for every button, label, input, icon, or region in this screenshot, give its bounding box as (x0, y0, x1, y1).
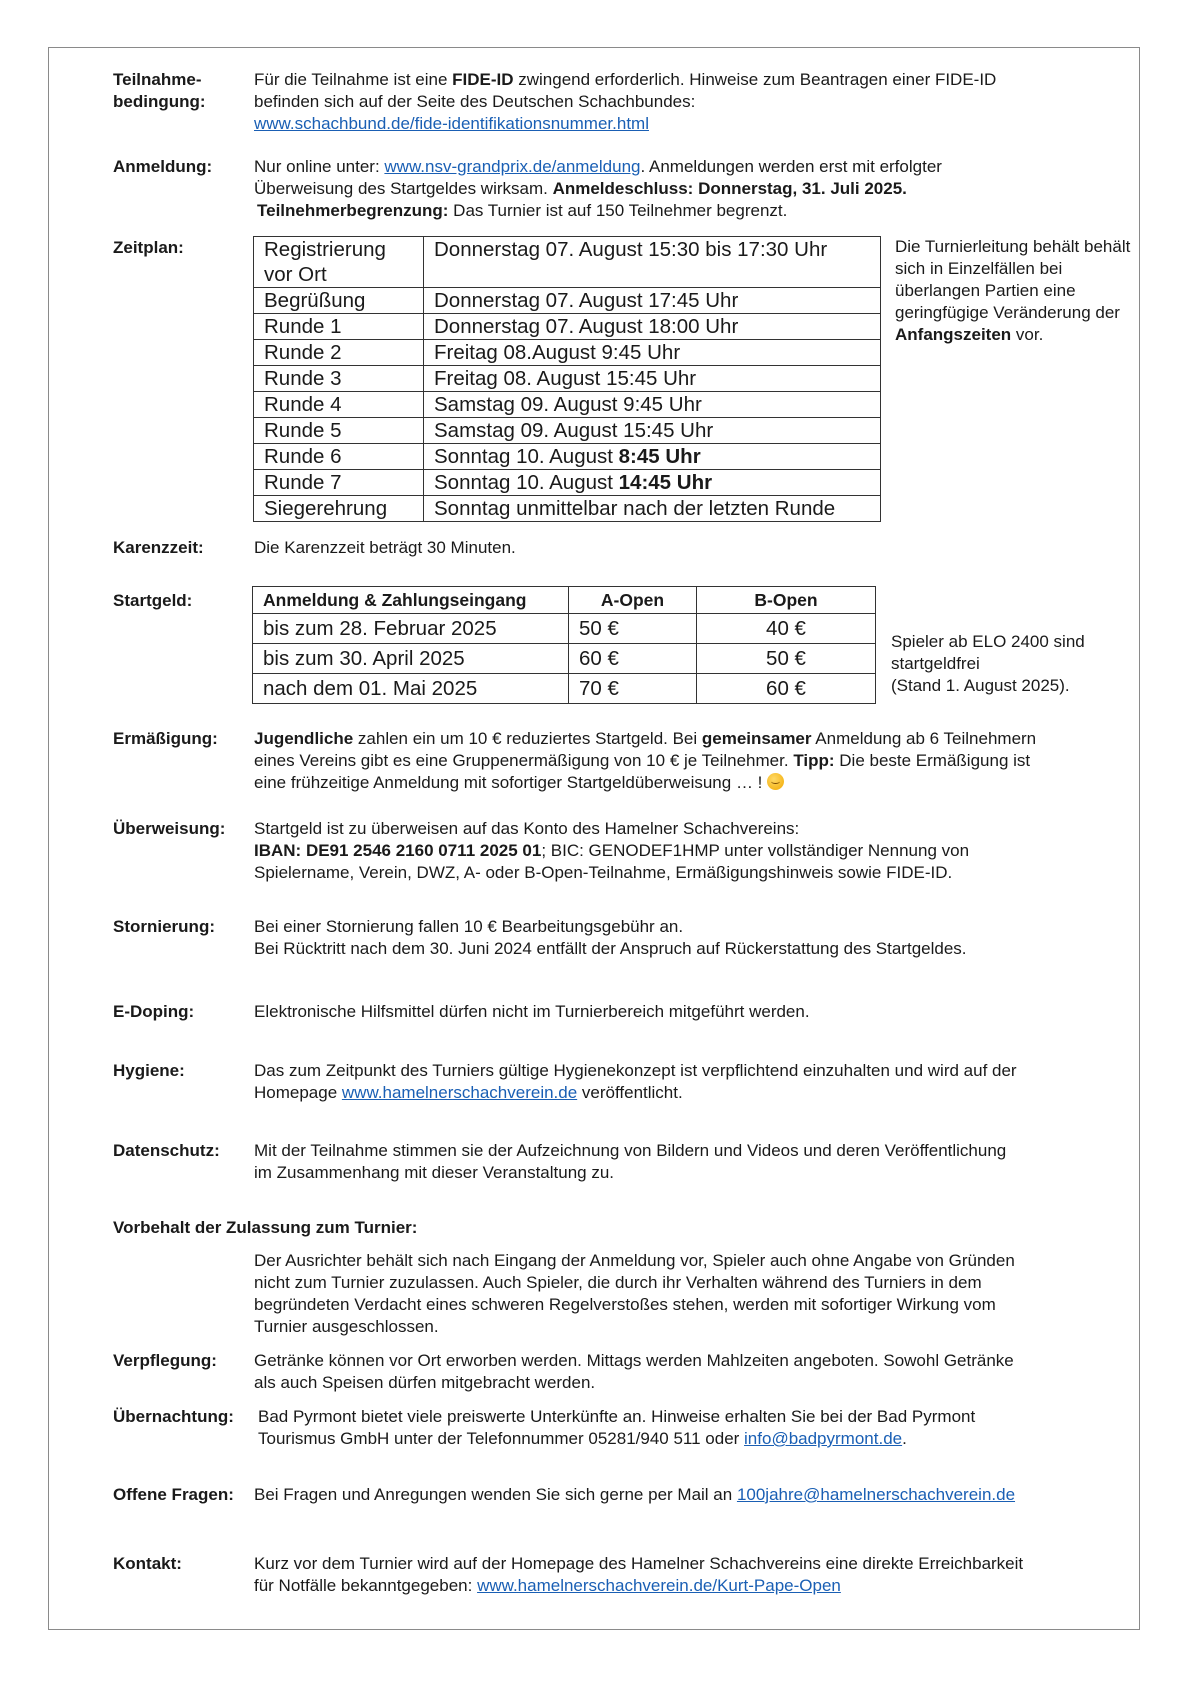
schedule-time-text: Sonntag 10. August (434, 471, 619, 494)
text: nicht zum Turnier zuzulassen. Auch Spieler, die durch ihr Verhalten während des Turniers in dem (254, 1273, 982, 1292)
schedule-time (424, 470, 881, 496)
schedule-event: Runde 6 (254, 444, 424, 470)
text: Der Ausrichter behält sich nach Eingang der Anmeldung vor, Spieler auch ohne Angabe von Gründen (254, 1251, 1015, 1270)
text: . (902, 1429, 907, 1448)
text: Kurz vor dem Turnier wird auf der Homepage des Hamelner Schachvereins eine direkte Erreichbarkeit (254, 1554, 1024, 1573)
karenzzeit-text: Die Karenzzeit beträgt 30 Minuten. (254, 538, 516, 557)
schedule-event: Runde 5 (254, 418, 424, 444)
schedule-event: Runde 7 (254, 470, 424, 496)
label-uebernachtung: Übernachtung: (113, 1407, 234, 1426)
teilnehmerbegrenzung-bold: Teilnehmerbegrenzung: (257, 201, 449, 220)
fee-a-open: 60 € (569, 644, 697, 674)
label-offene-fragen: Offene Fragen: (113, 1485, 234, 1504)
text: Die Turnierleitung behält behält sich in Einzelfällen bei überlangen Partien eine geringfügige Veränderung der (895, 237, 1131, 322)
schedule-row (254, 418, 881, 444)
label-verpflegung: Verpflegung: (113, 1351, 217, 1370)
anmeldung-text (254, 156, 1134, 222)
text: Bei Rücktritt nach dem 30. Juni 2024 entfällt der Anspruch auf Rückerstattung des Startgeldes. (254, 939, 967, 958)
label-ueberweisung: Überweisung: (113, 819, 226, 838)
jugendliche-bold: Jugendliche (254, 729, 354, 748)
schedule-time (424, 366, 881, 392)
schedule-time-bold: 14:45 Uhr (618, 471, 713, 494)
text: Das zum Zeitpunkt des Turniers gültige Hygienekonzept ist verpflichtend einzuhalten und wird auf der (254, 1061, 1017, 1080)
fee-b-open: 60 € (697, 674, 876, 704)
label-edoping: E-Doping: (113, 1002, 195, 1021)
text: Die beste Ermäßigung ist (834, 751, 1031, 770)
fee-row (253, 674, 876, 704)
schedule-time-text: Samstag 09. August 9:45 Uhr (434, 393, 702, 416)
schedule-time (424, 418, 881, 444)
schedule-time-text: Donnerstag 07. August 17:45 Uhr (434, 289, 739, 312)
text: als auch Speisen dürfen mitgebracht werden. (254, 1373, 596, 1392)
uebernachtung-text (258, 1406, 1138, 1450)
text: eines Vereins gibt es eine Gruppenermäßigung von 10 € je Teilnehmer. (254, 751, 794, 770)
label-line: bedingung: (113, 92, 206, 111)
text: . Anmeldungen werden erst mit erfolgter (640, 157, 942, 176)
schachbund-link[interactable]: www.schachbund.de/fide-identifikationsnummer.html (254, 114, 649, 133)
anmeldeschluss-bold: Anmeldeschluss: Donnerstag, 31. Juli 2025. (552, 179, 907, 198)
tipp-bold: Tipp: (793, 751, 835, 770)
schedule-row (254, 496, 881, 522)
text: Bei einer Stornierung fallen 10 € Bearbeitungsgebühr an. (254, 917, 684, 936)
schedule-time (424, 340, 881, 366)
schedule-event: Runde 4 (254, 392, 424, 418)
text: Bad Pyrmont bietet viele preiswerte Unterkünfte an. Hinweise erhalten Sie bei der Bad Pyrmont (258, 1407, 976, 1426)
text: Nur online unter: (254, 157, 385, 176)
schedule-note (895, 236, 1140, 346)
schedule-event: Begrüßung (254, 288, 424, 314)
fragen-email-link[interactable]: 100jahre@hamelnerschachverein.de (736, 1485, 1016, 1504)
schedule-time (424, 237, 881, 288)
schedule-time (424, 288, 881, 314)
schedule-table (253, 236, 881, 522)
fee-header-b-open: B-Open (697, 587, 876, 614)
datenschutz-text (254, 1140, 1134, 1184)
fee-a-open: 50 € (569, 614, 697, 644)
hygiene-text (254, 1060, 1134, 1104)
text: vor. (1011, 325, 1044, 344)
schedule-time-text: Freitag 08. August 15:45 Uhr (434, 367, 697, 390)
schedule-event: Runde 2 (254, 340, 424, 366)
schedule-time (424, 314, 881, 340)
text: Das Turnier ist auf 150 Teilnehmer begrenzt. (448, 201, 788, 220)
schedule-time-text: Sonntag unmittelbar nach der letzten Runde (434, 497, 836, 520)
fee-header-period: Anmeldung & Zahlungseingang (253, 587, 569, 614)
text: für Notfälle bekanntgegeben: (254, 1576, 478, 1595)
stornierung-text (254, 916, 1134, 960)
fee-row (253, 644, 876, 674)
text: Turnier ausgeschlossen. (254, 1317, 439, 1336)
schedule-time-text: Freitag 08.August 9:45 Uhr (434, 341, 681, 364)
verpflegung-text (254, 1350, 1134, 1394)
schedule-row (254, 237, 881, 288)
label-karenzzeit: Karenzzeit: (113, 538, 204, 557)
fee-table (252, 586, 876, 704)
ermaessigung-text (254, 728, 1134, 794)
text: Spielername, Verein, DWZ, A- oder B-Open-Teilnahme, Ermäßigungshinweis sowie FIDE-ID. (254, 863, 953, 882)
schedule-time-text: Sonntag 10. August (434, 445, 619, 468)
text: Homepage (254, 1083, 342, 1102)
text: (Stand 1. August 2025). (891, 676, 1070, 695)
anfangszeiten-bold: Anfangszeiten (895, 325, 1012, 344)
fee-period: bis zum 30. April 2025 (253, 644, 569, 674)
text: zahlen ein um 10 € reduziertes Startgeld. Bei (353, 729, 702, 748)
label-startgeld: Startgeld: (113, 591, 193, 610)
text: begründeten Verdacht eines schweren Regelverstoßes stehen, werden mit sofortiger Wirkung vom (254, 1295, 996, 1314)
text: Getränke können vor Ort erworben werden. Mittags werden Mahlzeiten angeboten. Sowohl Getränke (254, 1351, 1014, 1370)
text: Mit der Teilnahme stimmen sie der Aufzeichnung von Bildern und Videos und deren Veröffentlichung (254, 1141, 1007, 1160)
edoping-text: Elektronische Hilfsmittel dürfen nicht im Turnierbereich mitgeführt werden. (254, 1002, 810, 1021)
text: Tourismus GmbH unter der Telefonnummer 05281/940 511 oder (258, 1429, 745, 1448)
schedule-time (424, 444, 881, 470)
label-zeitplan: Zeitplan: (113, 238, 184, 257)
text: Für die Teilnahme ist eine (254, 70, 453, 89)
schedule-time-text: Samstag 09. August 15:45 Uhr (434, 419, 714, 442)
text: zwingend erforderlich. Hinweise zum Beantragen einer FIDE-ID (513, 70, 997, 89)
hamelner-link[interactable]: www.hamelnerschachverein.de (341, 1083, 578, 1102)
text: Überweisung des Startgeldes wirksam. (254, 179, 553, 198)
iban-bold: IBAN: DE91 2546 2160 0711 2025 01 (254, 841, 542, 860)
schedule-row (254, 314, 881, 340)
label-hygiene: Hygiene: (113, 1061, 185, 1080)
fee-row (253, 614, 876, 644)
text: Bei Fragen und Anregungen wenden Sie sich gerne per Mail an (254, 1485, 737, 1504)
vorbehalt-text (254, 1250, 1134, 1338)
label-kontakt: Kontakt: (113, 1554, 182, 1573)
text: Anmeldung ab 6 Teilnehmern (811, 729, 1037, 748)
schedule-event: Registrierung vor Ort (254, 237, 424, 288)
schedule-event: Runde 1 (254, 314, 424, 340)
label-teilnahmebedingung (113, 69, 206, 113)
text: befinden sich auf der Seite des Deutschen Schachbundes: (254, 92, 696, 111)
text: Startgeld ist zu überweisen auf das Konto des Hamelner Schachvereins: (254, 819, 800, 838)
fee-period: bis zum 28. Februar 2025 (253, 614, 569, 644)
kurt-pape-open-link[interactable]: www.hamelnerschachverein.de/Kurt-Pape-Open (477, 1576, 841, 1595)
fee-b-open: 40 € (697, 614, 876, 644)
ueberweisung-text (254, 818, 1134, 884)
label-anmeldung: Anmeldung: (113, 157, 213, 176)
text: Spieler ab ELO 2400 sind startgeldfrei (891, 632, 1085, 673)
gemeinsamer-bold: gemeinsamer (701, 729, 812, 748)
fee-note (891, 631, 1131, 697)
text: im Zusammenhang mit dieser Veranstaltung zu. (254, 1163, 615, 1182)
teilnahme-text (254, 69, 1134, 135)
text: veröffentlicht. (577, 1083, 683, 1102)
schedule-row (254, 288, 881, 314)
winking-face-icon (767, 773, 784, 790)
badpyrmont-email-link[interactable]: info@badpyrmont.de (744, 1429, 903, 1448)
schedule-event: Siegerehrung (254, 496, 424, 522)
schedule-row (254, 392, 881, 418)
schedule-row (254, 470, 881, 496)
fee-header-a-open: A-Open (569, 587, 697, 614)
text: ; BIC: GENODEF1HMP unter vollständiger Nennung von (541, 841, 970, 860)
schedule-time-text: Donnerstag 07. August 18:00 Uhr (434, 315, 739, 338)
fee-period: nach dem 01. Mai 2025 (253, 674, 569, 704)
schedule-time (424, 496, 881, 522)
fee-a-open: 70 € (569, 674, 697, 704)
schedule-time (424, 392, 881, 418)
schedule-event: Runde 3 (254, 366, 424, 392)
kontakt-text (254, 1553, 1134, 1597)
text: eine frühzeitige Anmeldung mit sofortiger Startgeldüberweisung … ! (254, 773, 768, 792)
label-datenschutz: Datenschutz: (113, 1141, 220, 1160)
label-vorbehalt: Vorbehalt der Zulassung zum Turnier: (113, 1218, 418, 1237)
schedule-time-bold: 8:45 Uhr (618, 445, 701, 468)
label-line: Teilnahme- (113, 70, 202, 89)
schedule-row (254, 366, 881, 392)
label-stornierung: Stornierung: (113, 917, 215, 936)
schedule-row (254, 340, 881, 366)
schedule-row (254, 444, 881, 470)
label-ermaessigung: Ermäßigung: (113, 729, 218, 748)
anmeldung-link[interactable]: www.nsv-grandprix.de/anmeldung (384, 157, 641, 176)
fide-id-bold: FIDE-ID (452, 70, 514, 89)
fee-b-open: 50 € (697, 644, 876, 674)
fragen-text (254, 1484, 1134, 1506)
schedule-time-text: Donnerstag 07. August 15:30 bis 17:30 Uhr (434, 238, 828, 261)
